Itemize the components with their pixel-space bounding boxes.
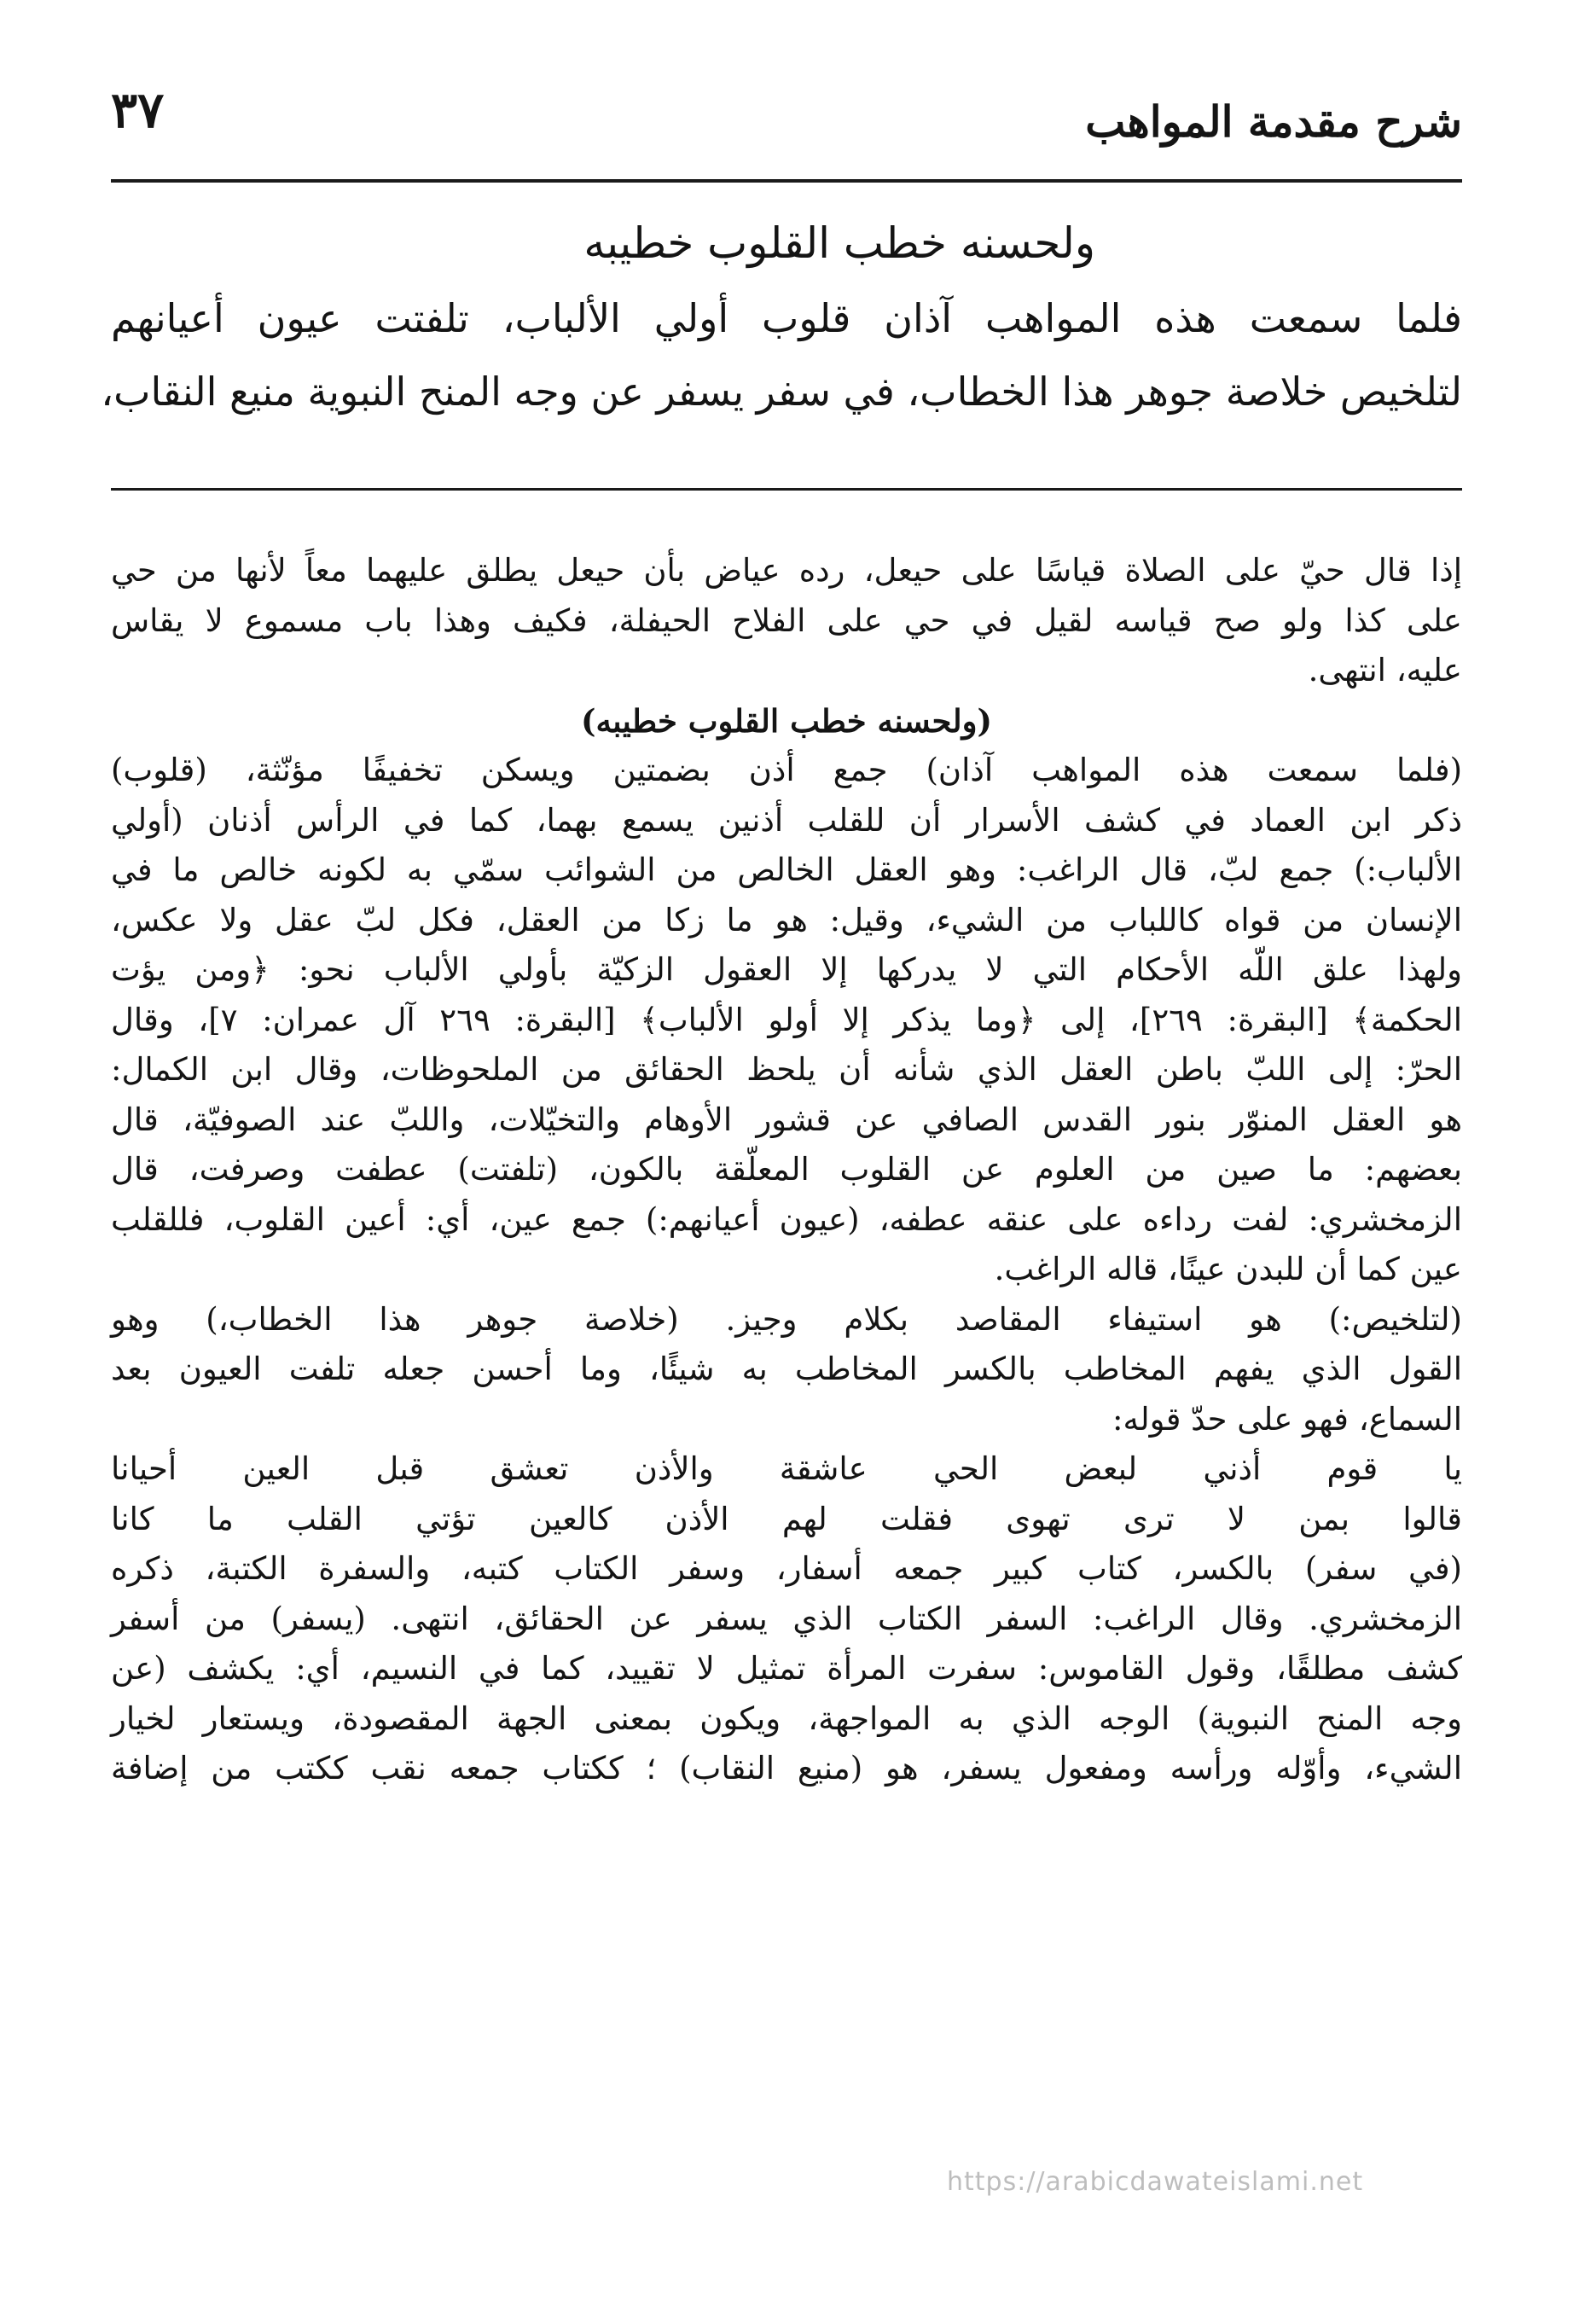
running-header: [111, 81, 1462, 166]
commentary-line: كشف مطلقًا، وقول القاموس: سفرت المرأة تمثيل لا تقييد، كما في النسيم، أي: يكشف (عن: [111, 1650, 1462, 1687]
commentary-line: ولهذا علق اللّه الأحكام التي لا يدركها إلا العقول الزكيّة بأولي الألباب نحو: ﴿ومن يؤت: [111, 951, 1462, 988]
commentary-heading: (ولحسنه خطب القلوب خطيبه): [580, 701, 993, 740]
commentary-line: الألباب:) جمع لبّ، قال الراغب: وهو العقل الخالص من الشوائب سمّي به لكونه خالص ما في: [111, 851, 1462, 888]
matn-line: فلما سمعت هذه المواهب آذان قلوب أولي الألباب، تلفتت عيون أعيانهم: [111, 295, 1462, 341]
commentary-line: ذكر ابن العماد في كشف الأسرار أن للقلب أذنين يسمع بهما، كما في الرأس أذنان (أولي: [111, 801, 1462, 839]
matn-line: لتلخيص خلاصة جوهر هذا الخطاب، في سفر يسفر عن وجه المنح النبوية منيع النقاب،: [101, 369, 1462, 415]
commentary-line: الحكمة﴾ [البقرة: ٢٦٩]، إلى ﴿وما يذكر إلا أولو الألباب﴾ [البقرة: ٢٦٩ آل عمران: ٧]، وقال: [111, 1001, 1463, 1038]
commentary-line: بعضهم: ما صين من العلوم عن القلوب المعلّقة بالكون، (تلفتت) عطفت وصرفت، قال: [111, 1151, 1462, 1188]
commentary-line: الشيء، وأوّله ورأسه ومفعول يسفر، هو (منيع النقاب) ؛ ككتاب جمعه نقب ككتب من إضافة: [111, 1750, 1462, 1787]
commentary-line: هو العقل المنوّر بنور القدس الصافي عن قشور الأوهام والتخيّلات، واللبّ عند الصوفيّة، قال: [111, 1101, 1462, 1138]
commentary-line: إذا قال حيّ على الصلاة قياسًا على حيعل، رده عياض بأن حيعل يطلق عليهما معاً لأنها من حي: [111, 552, 1462, 589]
commentary-line: القول الذي يفهم المخاطب بالكسر المخاطب به شيئًا، وما أحسن جعله تلفت العيون بعد: [111, 1351, 1462, 1387]
matn-text: [101, 205, 1462, 428]
commentary-line: عليه، انتهى.: [1308, 652, 1462, 688]
commentary-line: الإنسان من قواه كاللباب من الشيء، وقيل: هو ما زكا من العقل، فكل لبّ عقل ولا عكس،: [111, 901, 1462, 938]
header-rule: [111, 179, 1462, 183]
commentary-line: الحرّ: إلى اللبّ باطن العقل الذي شأنه أن يلحظ الحقائق من الملحوظات، وقال ابن الكمال:: [111, 1051, 1462, 1088]
watermark-url: https://arabicdawateislami.net: [947, 2167, 1364, 2197]
commentary-line: على كذا ولو صح قياسه لقيل في حي على الفلاح الحيفلة، فكيف وهذا باب مسموع لا يقاس: [111, 601, 1462, 639]
running-title: شرح مقدمة المواهب: [1085, 96, 1462, 147]
commentary-line: (في سفر) بالكسر، كتاب كبير جمعه أسفار، وسفر الكتاب كتبه، والسفرة الكتبة، ذكره: [111, 1550, 1462, 1587]
page-number: ٣٧: [111, 81, 165, 139]
commentary-line: (فلما سمعت هذه المواهب آذان) جمع أذن بضمتين ويسكن تخفيفًا مؤنّثة، (قلوب): [111, 752, 1462, 788]
commentary-line: وجه المنح النبوية) الوجه الذي به المواجهة، ويكون بمعنى الجهة المقصودة، ويستعار لخيار: [111, 1699, 1462, 1737]
commentary-text: [111, 546, 1462, 1794]
poem-verse: قالوا بمن لا ترى تهوى فقلت لهم الأذن كالعين تؤتي القلب ما كانا: [111, 1500, 1462, 1537]
matn-separator-rule: [111, 488, 1462, 491]
commentary-line: عين كما أن للبدن عينًا، قاله الراغب.: [994, 1251, 1462, 1287]
commentary-line: الزمخشري: لفت رداءه على عنقه عطفه، (عيون أعيانهم:) جمع عين، أي: أعين القلوب، فللقلب: [111, 1200, 1462, 1238]
commentary-line: (لتلخيص:) هو استيفاء المقاصد بكلام وجيز. (خلاصة جوهر هذا الخطاب،) وهو: [111, 1300, 1462, 1338]
commentary-line: السماع، فهو على حدّ قوله:: [1112, 1400, 1462, 1438]
matn-verse: ولحسنه خطب القلوب خطيبه: [583, 218, 1095, 268]
poem-verse: يا قوم أذني لبعض الحي عاشقة والأذن تعشق قبل العين أحيانا: [111, 1450, 1462, 1487]
commentary-line: الزمخشري. وقال الراغب: السفر الكتاب الذي يسفر عن الحقائق، انتهى. (يسفر) من أسفر: [111, 1600, 1462, 1637]
